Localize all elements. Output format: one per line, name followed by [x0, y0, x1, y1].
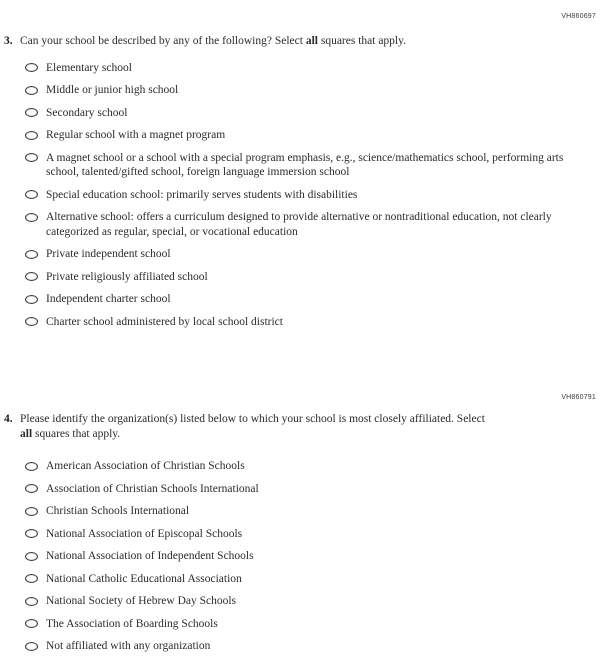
prompt-bold-word: all: [20, 427, 33, 440]
question-3: [4, 34, 600, 337]
question-3-options: [25, 61, 600, 330]
answer-option[interactable]: [25, 151, 600, 180]
answer-oval-icon[interactable]: [25, 597, 38, 606]
question-4-options: [25, 459, 600, 654]
answer-option-label: Elementary school: [46, 61, 132, 74]
answer-option[interactable]: [25, 549, 600, 564]
answer-option-label: Independent charter school: [46, 293, 171, 305]
answer-oval-icon[interactable]: [25, 131, 38, 140]
answer-oval-icon[interactable]: [25, 574, 38, 583]
answer-option[interactable]: [25, 572, 600, 587]
answer-oval-icon[interactable]: [25, 86, 38, 95]
answer-option-label: National Association of Episcopal Schools: [46, 527, 243, 540]
prompt-text: Please identify the organization(s) listed below to which your school is most closely affiliated. Select: [20, 413, 485, 425]
answer-oval-icon[interactable]: [25, 153, 38, 162]
answer-option[interactable]: [25, 128, 600, 143]
answer-option[interactable]: [25, 106, 600, 121]
answer-oval-icon[interactable]: [25, 507, 38, 516]
question-3-header: [4, 34, 600, 49]
answer-oval-icon[interactable]: [25, 295, 38, 304]
answer-option-label: National Society of Hebrew Day Schools: [46, 595, 237, 607]
answer-option[interactable]: [25, 247, 600, 262]
answer-oval-icon[interactable]: [25, 529, 38, 538]
answer-option-label: National Catholic Educational Association: [46, 572, 242, 585]
prompt-text: squares that apply.: [32, 427, 121, 440]
question-prompt: [20, 412, 488, 441]
answer-option-label: Association of Christian Schools International: [46, 482, 259, 495]
prompt-text: Can your school be described by any of the following? Select: [20, 35, 306, 47]
question-4-header: [4, 412, 600, 441]
answer-oval-icon[interactable]: [25, 484, 38, 493]
answer-option-label: Special education school: primarily serves students with disabilities: [46, 188, 358, 201]
answer-oval-icon[interactable]: [25, 213, 38, 222]
answer-option[interactable]: [25, 292, 600, 307]
question-3-code: VH860697: [561, 13, 596, 20]
prompt-text: squares that apply.: [317, 35, 407, 47]
answer-option-label: American Association of Christian Schools: [46, 460, 245, 472]
answer-option[interactable]: [25, 459, 600, 474]
answer-oval-icon[interactable]: [25, 272, 38, 281]
answer-option[interactable]: [25, 83, 600, 98]
answer-option-label: Christian Schools International: [46, 505, 190, 517]
answer-option-label: The Association of Boarding Schools: [46, 617, 218, 630]
answer-option-label: Not affiliated with any organization: [46, 640, 211, 652]
answer-oval-icon[interactable]: [25, 108, 38, 117]
answer-option-label: Secondary school: [46, 106, 128, 119]
answer-option-label: Regular school with a magnet program: [46, 129, 226, 141]
answer-oval-icon[interactable]: [25, 63, 38, 72]
answer-option-label: National Association of Independent Schools: [46, 550, 254, 562]
answer-option[interactable]: [25, 315, 600, 330]
answer-option[interactable]: [25, 594, 600, 609]
answer-option-label: Alternative school: offers a curriculum designed to provide alternative or nontraditional education, not clearly categorized as regular, special, or vocational education: [46, 211, 552, 238]
answer-option-label: A magnet school or a school with a special program emphasis, e.g., science/mathematics school, performing arts school, talented/gifted school, foreign language immersion school: [46, 151, 564, 178]
answer-option[interactable]: [25, 61, 600, 76]
answer-oval-icon[interactable]: [25, 250, 38, 259]
question-prompt: [20, 34, 406, 49]
answer-option-label: Middle or junior high school: [46, 84, 179, 96]
question-4-code: VH860791: [561, 394, 596, 401]
answer-option[interactable]: [25, 617, 600, 632]
answer-option-label: Private religiously affiliated school: [46, 270, 208, 283]
answer-oval-icon[interactable]: [25, 619, 38, 628]
answer-option[interactable]: [25, 482, 600, 497]
answer-oval-icon[interactable]: [25, 552, 38, 561]
answer-option-label: Private independent school: [46, 248, 171, 260]
answer-oval-icon[interactable]: [25, 642, 38, 651]
question-number: 4.: [4, 413, 13, 425]
answer-option[interactable]: [25, 504, 600, 519]
prompt-bold-word: all: [305, 35, 318, 47]
answer-option-label: Charter school administered by local school district: [46, 315, 283, 328]
answer-option[interactable]: [25, 188, 600, 203]
answer-option[interactable]: [25, 639, 600, 654]
answer-option[interactable]: [25, 210, 600, 239]
question-number: 3.: [4, 35, 13, 47]
answer-oval-icon[interactable]: [25, 190, 38, 199]
question-4: [4, 412, 600, 662]
answer-option[interactable]: [25, 270, 600, 285]
answer-oval-icon[interactable]: [25, 462, 38, 471]
answer-option[interactable]: [25, 527, 600, 542]
answer-oval-icon[interactable]: [25, 317, 38, 326]
